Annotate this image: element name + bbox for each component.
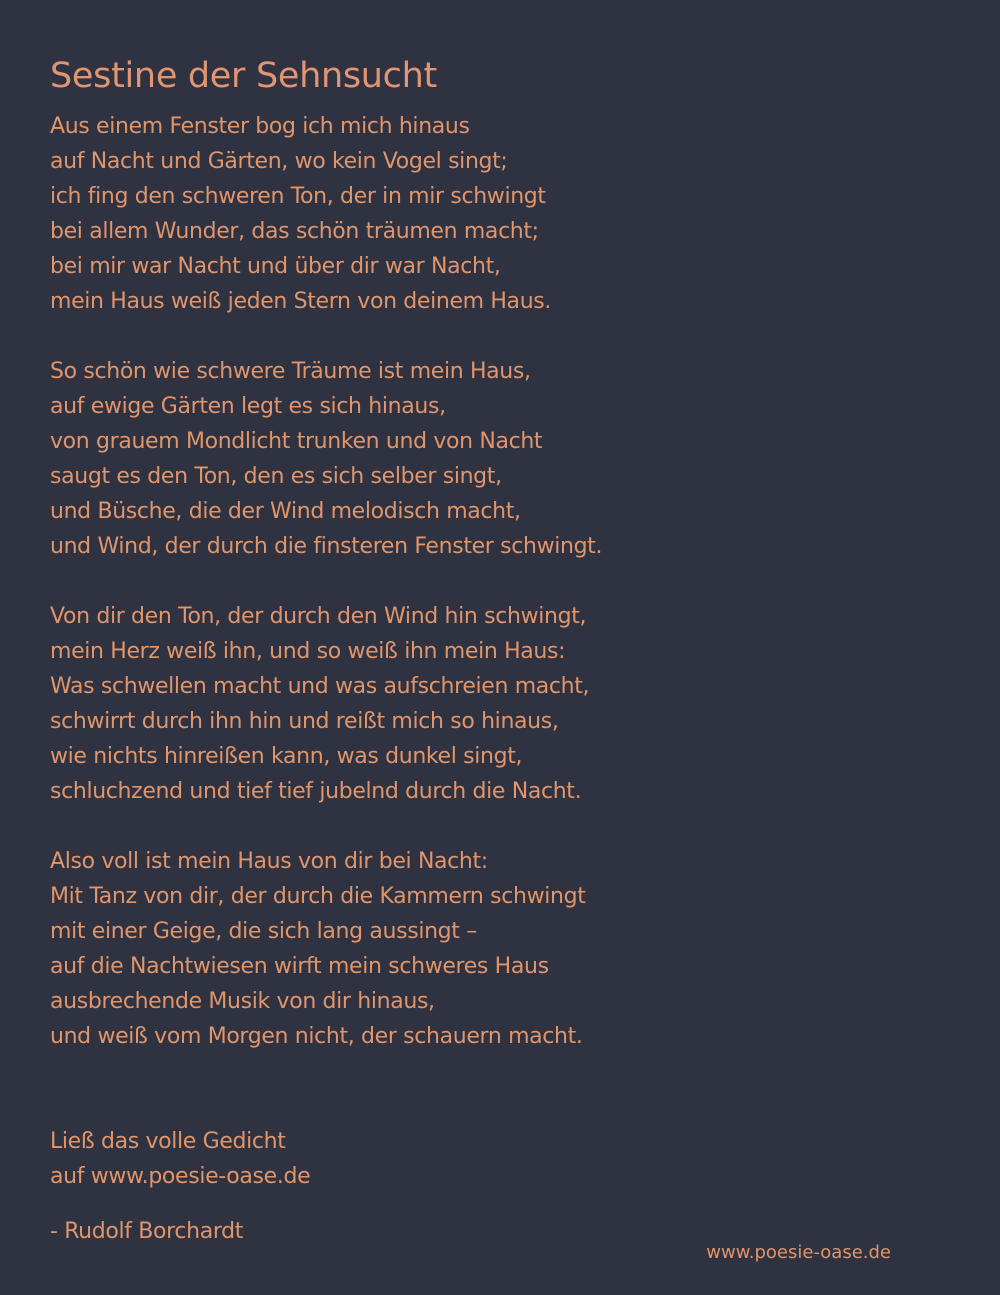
poem-line: schluchzend und tief tief jubelnd durch die Nacht. [50, 779, 582, 804]
poem-line: Also voll ist mein Haus von dir bei Nacht: [50, 849, 488, 874]
poem-line: auf Nacht und Gärten, wo kein Vogel singt; [50, 149, 508, 174]
poem-line: schwirrt durch ihn hin und reißt mich so hinaus, [50, 709, 559, 734]
cta-line-1: Ließ das volle Gedicht [50, 1129, 286, 1154]
poem-line: und weiß vom Morgen nicht, der schauern macht. [50, 1024, 583, 1049]
stanza-3 [50, 599, 950, 809]
read-full-poem-note [50, 1124, 310, 1194]
poem-line: bei mir war Nacht und über dir war Nacht, [50, 254, 501, 279]
poem-line: saugt es den Ton, den es sich selber singt, [50, 464, 502, 489]
poem-line: auf ewige Gärten legt es sich hinaus, [50, 394, 446, 419]
poem-line: mit einer Geige, die sich lang aussingt – [50, 919, 477, 944]
poem-line: und Wind, der durch die finsteren Fenster schwingt. [50, 534, 603, 559]
poem-line: ich fing den schweren Ton, der in mir schwingt [50, 184, 546, 209]
poem-line: bei allem Wunder, das schön träumen macht; [50, 219, 539, 244]
poem-line: auf die Nachtwiesen wirft mein schweres Haus [50, 954, 549, 979]
cta-line-2: auf www.poesie-oase.de [50, 1164, 311, 1189]
poem-line: von grauem Mondlicht trunken und von Nacht [50, 429, 543, 454]
poem-author: - Rudolf Borchardt [50, 1219, 244, 1244]
poem-line: Mit Tanz von dir, der durch die Kammern schwingt [50, 884, 586, 909]
stanza-4 [50, 844, 950, 1054]
poem-line: und Büsche, die der Wind melodisch macht, [50, 499, 521, 524]
poem-line: So schön wie schwere Träume ist mein Haus, [50, 359, 531, 384]
poem-title: Sestine der Sehnsucht [50, 56, 437, 96]
poem-line: mein Herz weiß ihn, und so weiß ihn mein Haus: [50, 639, 566, 664]
poem-line: mein Haus weiß jeden Stern von deinem Haus. [50, 289, 552, 314]
poem-body [50, 109, 950, 1089]
stanza-1 [50, 109, 950, 319]
poem-line: Aus einem Fenster bog ich mich hinaus [50, 114, 470, 139]
poem-line: Was schwellen macht und was aufschreien macht, [50, 674, 590, 699]
poem-line: wie nichts hinreißen kann, was dunkel singt, [50, 744, 523, 769]
stanza-2 [50, 354, 950, 564]
poem-line: ausbrechende Musik von dir hinaus, [50, 989, 435, 1014]
site-watermark: www.poesie-oase.de [706, 1242, 891, 1263]
poem-line: Von dir den Ton, der durch den Wind hin schwingt, [50, 604, 587, 629]
